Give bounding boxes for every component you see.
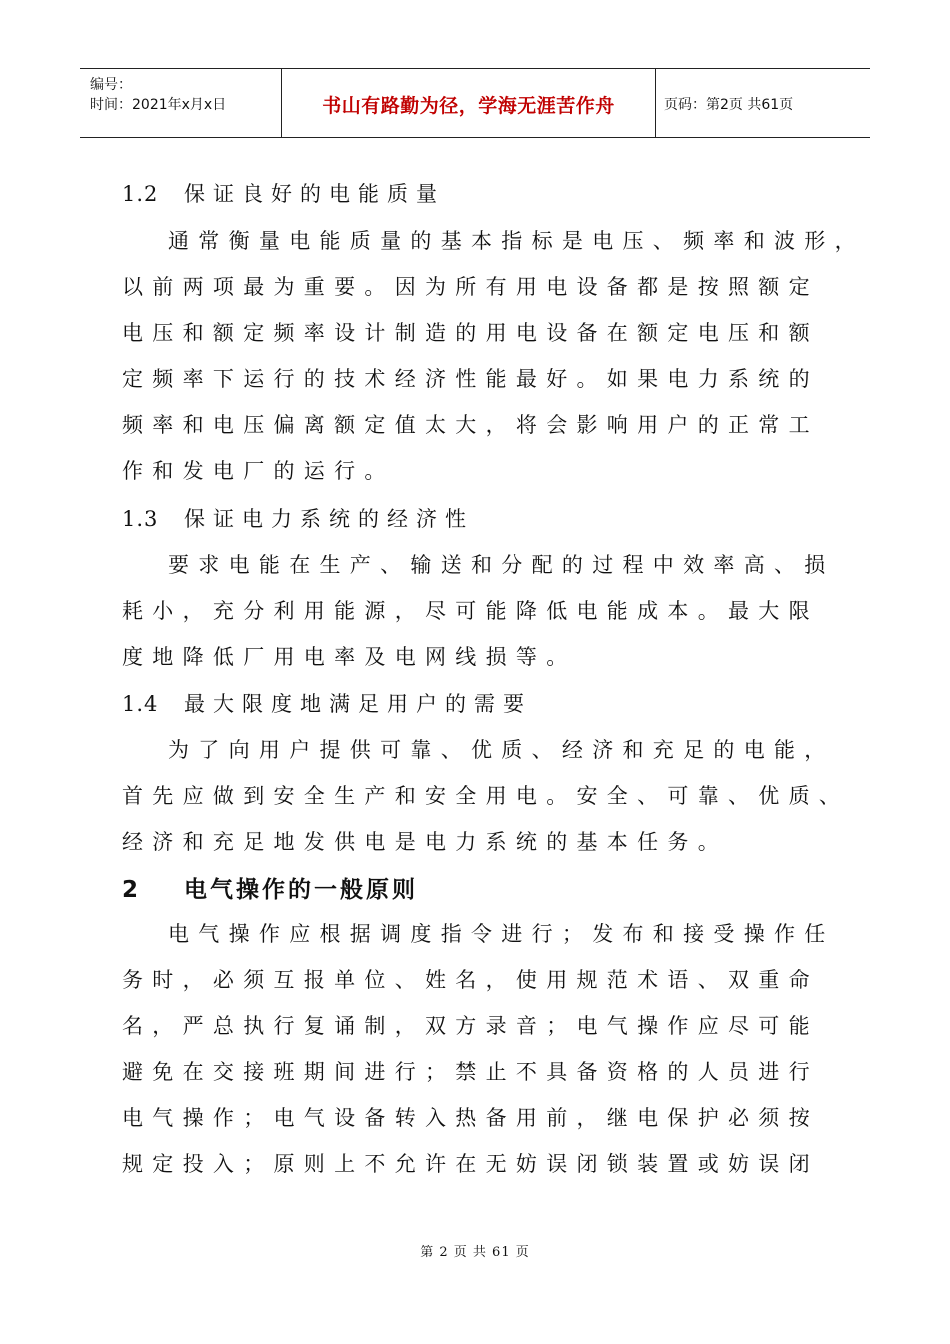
- paragraph-line: 务时，必须互报单位、姓名，使用规范术语、双重命: [122, 968, 819, 992]
- document-number-label: 编号：: [90, 77, 132, 93]
- section-heading-1-4: [122, 688, 532, 718]
- section-title: 保证良好的电能质量: [184, 182, 445, 206]
- section-title: 最大限度地满足用户的需要: [184, 692, 532, 716]
- section-number: 1.3: [122, 507, 159, 531]
- paragraph-line: 名，严总执行复诵制，双方录音；电气操作应尽可能: [122, 1014, 819, 1038]
- section-title: 保证电力系统的经济性: [184, 507, 474, 531]
- section-heading-1-2: [122, 178, 445, 208]
- header-table: [80, 68, 870, 138]
- section-number: 1.2: [122, 182, 159, 206]
- paragraph-line: 耗小，充分利用能源，尽可能降低电能成本。最大限: [122, 599, 819, 623]
- paragraph-line: 通常衡量电能质量的基本指标是电压、频率和波形，: [168, 229, 865, 253]
- paragraph-line: 电压和额定频率设计制造的用电设备在额定电压和额: [122, 321, 819, 345]
- section-number: 1.4: [122, 692, 159, 716]
- chapter-title: 电气操作的一般原则: [184, 877, 418, 903]
- header-motto-cell: [282, 69, 656, 137]
- paragraph-line: 首先应做到安全生产和安全用电。安全、可靠、优质、: [122, 784, 850, 808]
- paragraph-line: 为了向用户提供可靠、优质、经济和充足的电能，: [168, 738, 835, 762]
- paragraph-line: 频率和电压偏离额定值太大，将会影响用户的正常工: [122, 413, 819, 437]
- header-left-cell: [80, 69, 282, 137]
- paragraph-line: 度地降低厂用电率及电网线损等。: [122, 645, 577, 669]
- paragraph-line: 作和发电厂的运行。: [122, 459, 395, 483]
- section-heading-1-3: [122, 503, 474, 533]
- paragraph-line: 规定投入；原则上不允许在无妨误闭锁装置或妨误闭: [122, 1152, 819, 1176]
- chapter-number: 2: [122, 877, 142, 903]
- chapter-heading-2: [122, 871, 418, 904]
- header-page-cell: [656, 69, 870, 137]
- paragraph-line: 以前两项最为重要。因为所有用电设备都是按照额定: [122, 275, 819, 299]
- paragraph-line: 电气操作应根据调度指令进行；发布和接受操作任: [168, 922, 835, 946]
- paragraph-line: 定频率下运行的技术经济性能最好。如果电力系统的: [122, 367, 819, 391]
- paragraph-line: 避免在交接班期间进行；禁止不具备资格的人员进行: [122, 1060, 819, 1084]
- paragraph-line: 电气操作；电气设备转入热备用前，继电保护必须按: [122, 1106, 819, 1130]
- page-footer: 第 2 页 共 61 页: [420, 1245, 530, 1260]
- header-page-info: 页码：第2页 共61页: [664, 97, 794, 113]
- header-motto: 书山有路勤为径，学海无涯苦作舟: [322, 95, 615, 117]
- paragraph-line: 经济和充足地发供电是电力系统的基本任务。: [122, 830, 728, 854]
- document-time-label: 时间：2021年x月x日: [90, 97, 227, 113]
- paragraph-line: 要求电能在生产、输送和分配的过程中效率高、损: [168, 553, 835, 577]
